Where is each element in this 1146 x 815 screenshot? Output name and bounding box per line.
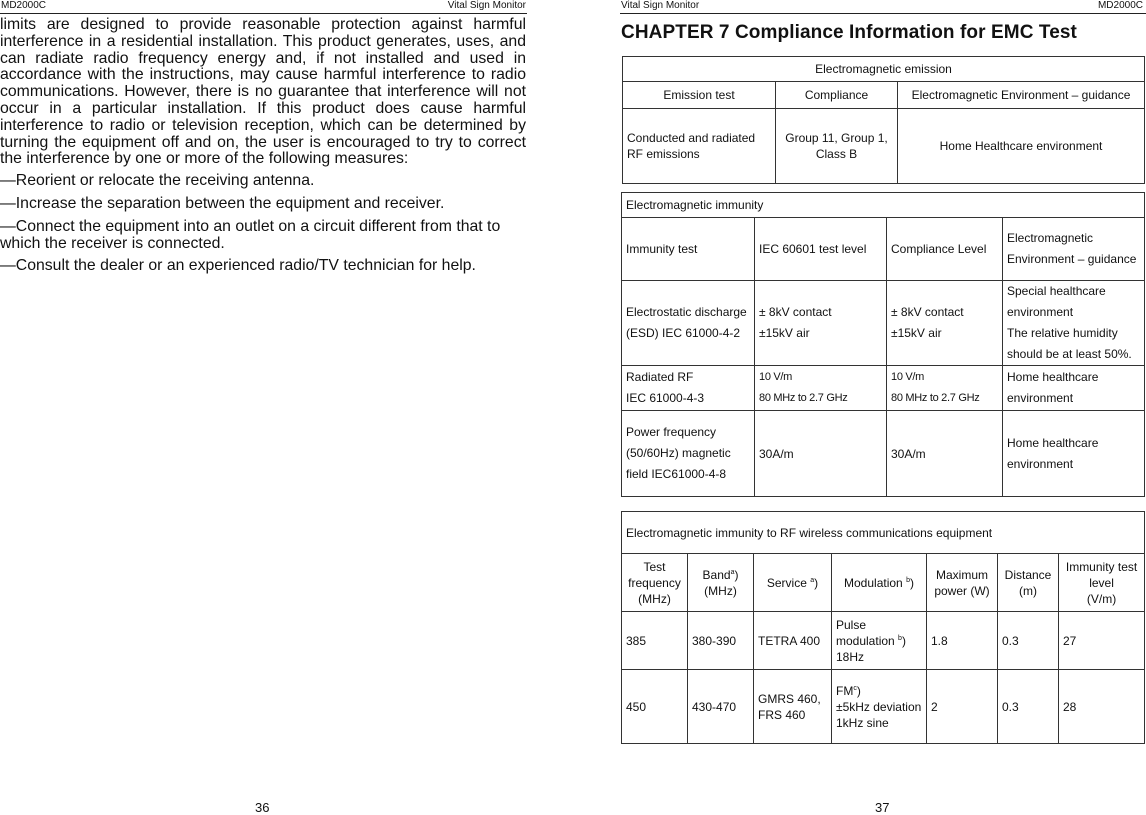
emission-table [622,56,1145,184]
measure-item: —Consult the dealer or an experienced radio/TV technician for help. [0,257,476,275]
right-header-rule [620,13,1146,14]
rf-cell: 28 [1059,670,1145,744]
measure-item: —Increase the separation between the equipment and receiver. [0,194,445,212]
immunity-header-cell: IEC 60601 test level [755,218,887,281]
rf-header-text: Immunity test level [1065,559,1138,590]
chapter-title: CHAPTER 7 Compliance Information for EMC Test [621,22,1077,43]
rf-cell: 2 [927,670,998,744]
immunity-table [621,192,1145,497]
rf-cell: 450 [622,670,688,744]
rf-header-text: (V/m) [1086,591,1117,606]
immunity-cell: Special healthcare environment The relative humidity should be at least 50%. [1003,281,1145,366]
footnote-mark: c [853,684,857,692]
rf-header-text: Modulation [844,575,907,590]
immunity-table-title: Electromagnetic immunity [622,193,1145,218]
rf-cell-text: ) [856,683,861,698]
emission-table-title: Electromagnetic emission [623,57,1145,82]
rf-header-cell [832,554,927,612]
immunity-header-cell: Electromagnetic Environment – guidance [1003,218,1145,281]
rf-header-cell: Distance (m) [998,554,1059,612]
footnote-mark: a [810,576,815,584]
fcc-paragraph: limits are designed to provide reasonable protection against harmful interference in a residential installation. This product generates, uses, and can radiate radio frequency energy and, if not installed and used in accordance with the instructions, may cause harmful interference to radio communications. However, there is no guarantee that interference will not occur in a particular installation. If this product does cause harmful interference to radio or television reception, which can be determined by turning the equipment off and on, the user is encouraged to try to correct the interference by one or more of the following measures: [0,16,526,168]
rf-cell [832,612,927,670]
footnote-mark: b [898,634,902,642]
rf-header-text: (MHz) [704,583,737,598]
rf-header-text: ) [909,575,914,590]
footnote-mark: a [730,568,735,576]
immunity-cell: 30A/m [887,411,1003,497]
rf-cell: 430-470 [688,670,754,744]
rf-immunity-table [621,511,1145,744]
immunity-cell: 10 V/m 80 MHz to 2.7 GHz [755,366,887,411]
emission-cell: Conducted and radiated RF emissions [623,109,776,184]
rf-header-text: Band [702,567,731,582]
immunity-cell: Home healthcare environment [1003,366,1145,411]
rf-cell: 0.3 [998,670,1059,744]
rf-cell-text: FM [836,683,854,698]
immunity-cell: 10 V/m 80 MHz to 2.7 GHz [887,366,1003,411]
right-header-title: Vital Sign Monitor [621,0,700,11]
rf-cell: 380-390 [688,612,754,670]
rf-cell-text: 18Hz [836,649,865,664]
rf-table-title: Electromagnetic immunity to RF wireless communications equipment [622,512,1145,554]
measure-item: —Reorient or relocate the receiving antenna. [0,172,315,190]
left-page-number: 36 [255,800,270,815]
right-page-number: 37 [875,800,890,815]
rf-header-text: ) [814,575,819,590]
immunity-cell: Electrostatic discharge (ESD) IEC 61000-4-2 [622,281,755,366]
rf-header-text: ) [734,567,739,582]
rf-cell [832,670,927,744]
immunity-header-cell: Immunity test [622,218,755,281]
emission-header-cell: Emission test [623,82,776,109]
emission-cell: Home Healthcare environment [898,109,1145,184]
rf-cell-text: ±5kHz deviation 1kHz sine [836,699,922,730]
immunity-cell: Home healthcare environment [1003,411,1145,497]
left-header-model: MD2000C [1,0,47,11]
rf-header-cell [1059,554,1145,612]
immunity-cell: Radiated RF IEC 61000-4-3 [622,366,755,411]
rf-cell: TETRA 400 [754,612,832,670]
rf-header-text: Service [766,575,811,590]
immunity-cell: Power frequency (50/60Hz) magnetic field IEC61000-4-8 [622,411,755,497]
rf-cell: GMRS 460, FRS 460 [754,670,832,744]
emission-header-cell: Compliance [776,82,898,109]
rf-cell: 1.8 [927,612,998,670]
immunity-cell: 30A/m [755,411,887,497]
footnote-mark: b [906,576,910,584]
rf-cell: 385 [622,612,688,670]
rf-cell-text: Pulse modulation [836,617,899,648]
right-header-model: MD2000C [1097,0,1143,11]
left-header-rule [0,13,527,14]
left-body-text [0,17,526,275]
emission-header-cell: Electromagnetic Environment – guidance [898,82,1145,109]
immunity-cell: ± 8kV contact ±15kV air [887,281,1003,366]
left-header-title: Vital Sign Monitor [447,0,526,11]
rf-header-cell: Test frequency (MHz) [622,554,688,612]
immunity-header-cell: Compliance Level [887,218,1003,281]
measure-item: —Connect the equipment into an outlet on a circuit different from that to which the receiver is connected. [0,217,501,252]
rf-cell-text: ) [901,633,906,648]
emission-cell: Group 11, Group 1, Class B [776,109,898,184]
immunity-cell: ± 8kV contact ±15kV air [755,281,887,366]
rf-cell: 27 [1059,612,1145,670]
rf-header-cell [754,554,832,612]
rf-header-cell [688,554,754,612]
rf-cell: 0.3 [998,612,1059,670]
rf-header-cell: Maximum power (W) [927,554,998,612]
